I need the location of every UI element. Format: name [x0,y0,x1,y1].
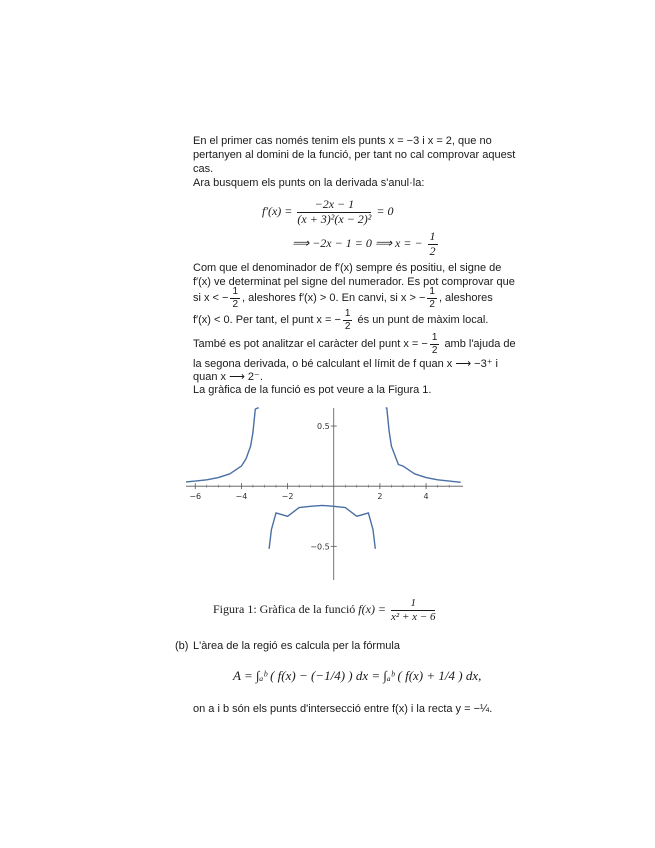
para2-l3b: , aleshores f′(x) > 0. En canvi, si x > − [242,291,426,304]
x-tick-label: −2 [281,492,294,502]
y-tick-label: −0.5 [310,542,330,552]
caption-num: 1 [391,597,435,611]
para3-line2: la segona derivada, o bé calculant el límit de f quan x ⟶ −3⁺ i [193,358,499,370]
para3-line4: La gràfica de la funció es pot veure a la Figura 1. [193,384,432,396]
para3-l1b: amb l'ajuda de [444,337,516,350]
eq1-rhs: = 0 [376,204,394,219]
p2-h3-num: 1 [344,308,351,319]
x-tick-label: 2 [377,492,383,502]
partb-label: (b) [175,640,189,652]
y-tick-label: 0.5 [316,422,330,432]
eq1-denominator: (x + 3)²(x − 2)² [297,211,372,226]
p2-h3-den: 2 [344,320,351,332]
para2-l3a: si x < − [193,291,229,304]
para2-l3c: , aleshores [438,291,493,304]
curve-branch-3 [386,408,461,482]
p2-h2-num: 1 [429,286,435,297]
para2-l4a: f′(x) < 0. Per tant, el punt x = − [193,313,341,326]
para1-line1: En el primer cas només tenim els punts x = −3 i x = 2, que no [193,135,492,147]
p2-h2-den: 2 [429,298,435,310]
figure-caption [213,597,437,623]
eq1-numerator: −2x − 1 [297,198,371,213]
eq1-lhs: f′(x) = [262,204,293,219]
eq1-line2: ⟹ −2x − 1 = 0 ⟹ x = − [292,236,423,251]
curve-branch-1 [186,408,259,482]
p2-h1-den: 2 [232,298,239,310]
x-tick-label: 4 [423,492,429,502]
plot-axes [186,408,463,580]
para1-line3: cas. [193,163,214,175]
caption-den: x² + x − 6 [391,610,436,623]
para2-l4b: és un punt de màxim local. [357,313,489,326]
partb-line2: on a i b són els punts d'intersecció entre f(x) i la recta y = −¼. [193,703,493,715]
p2-h1-num: 1 [232,286,239,297]
eq1-half-num: 1 [429,229,436,243]
para2-line1: Com que el denominador de f′(x) sempre és positiu, el signe de [193,262,502,274]
caption-prefix: Figura 1: Gràfica de la funció [213,601,356,616]
caption-fraction [391,597,435,623]
partb-line1: L'àrea de la regió es calcula per la fórmula [193,640,400,652]
para3-line3: quan x ⟶ 2⁻. [193,371,263,383]
x-tick-label: −4 [235,492,248,502]
area-equation: A = ∫ₐᵇ ( f(x) − (−1/4) ) dx = ∫ₐᵇ ( f(x) + 1/4 ) dx, [233,668,482,683]
eq1-half-den: 2 [429,243,436,258]
para3-l1a: També es pot analitzar el caràcter del punt x = − [193,337,428,350]
x-tick-label: −6 [189,492,202,502]
para1-line4: Ara busquem els punts on la derivada s'anul·la: [193,177,425,189]
p3-h-num: 1 [431,332,438,343]
para2-line2: f′(x) ve determinat pel signe del numerador. Es pot comprovar que [193,276,515,288]
plot-labels [189,422,428,551]
caption-fx: f(x) = [358,601,387,616]
p3-h-den: 2 [431,344,438,356]
para1-line2: pertanyen al domini de la funció, per tant no cal comprovar aquest [193,149,516,161]
